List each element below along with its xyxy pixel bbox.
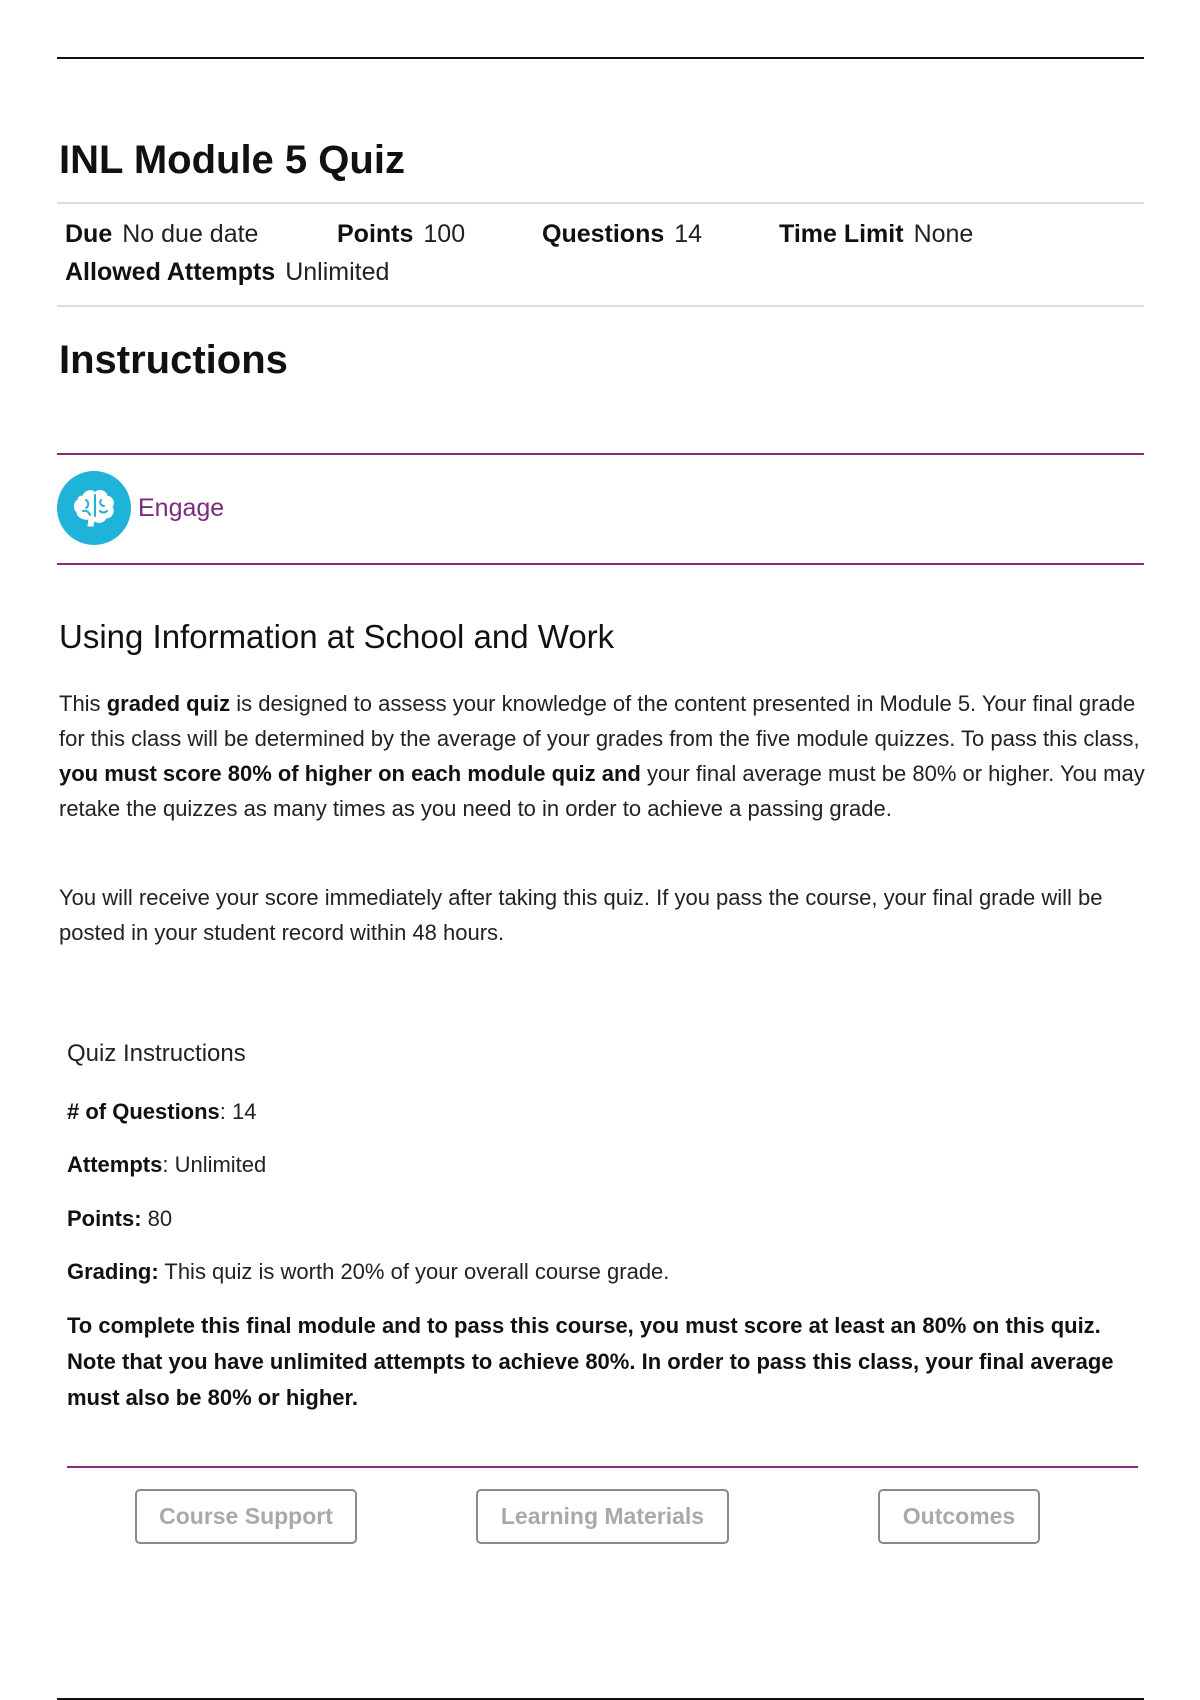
points-label: Points [337,220,414,248]
qi-grading [67,1259,669,1285]
qi-grading-label: Grading: [67,1259,159,1284]
footer-divider [67,1466,1138,1468]
final-note: To complete this final module and to pass this course, you must score at least an 80% on this quiz. Note that you have unlimited attempts to achieve 80%. In order to pass this class, your final average must also be 80% or higher. [67,1313,1114,1410]
allowed-attempts-label: Allowed Attempts [65,258,276,286]
qi-grading-value: This quiz is worth 20% of your overall course grade. [158,1259,670,1284]
qi-attempts-label: Attempts [67,1152,163,1177]
qi-points-value: 80 [141,1206,173,1231]
intro-bold-1: graded quiz [106,691,231,716]
section-subheading: Using Information at School and Work [59,618,615,655]
title-divider [57,202,1144,204]
quiz-details-row-2 [65,258,389,287]
top-divider [57,57,1144,59]
engage-label: Engage [138,493,225,522]
quiz-instructions-title: Quiz Instructions [67,1040,246,1067]
qi-questions-value: : 14 [219,1099,257,1124]
points-value: 100 [423,220,466,248]
questions-label: Questions [542,220,665,248]
allowed-attempts-value: Unlimited [285,258,390,286]
qi-points-label: Points: [67,1206,142,1231]
page-title: INL Module 5 Quiz [59,138,405,182]
engage-top-divider [57,453,1144,455]
time-limit-label: Time Limit [779,220,904,248]
engage-banner [57,471,224,545]
engage-bottom-divider [57,563,1144,565]
due-label: Due [65,220,113,248]
score-paragraph: You will receive your score immediately after taking this quiz. If you pass the course, your final grade will be posted in your student record within 48 hours. [59,885,1103,945]
learning-materials-button[interactable]: Learning Materials [476,1489,729,1544]
time-limit-value: None [913,220,974,248]
qi-questions-label: # of Questions [67,1099,220,1124]
instructions-heading: Instructions [59,338,288,382]
due-value: No due date [122,220,259,248]
qi-attempts-value: : Unlimited [162,1152,267,1177]
qi-attempts [67,1152,266,1178]
course-support-button[interactable]: Course Support [135,1489,357,1544]
questions-value: 14 [674,220,703,248]
intro-text-3: your final average must be 80% or higher. You may retake the quizzes as many times as you need to in order to achieve a passing grade. [59,761,1145,821]
intro-bold-2: you must score 80% of higher on each module quiz and [59,761,641,786]
qi-points [67,1206,172,1232]
brain-icon [57,471,131,545]
details-divider [57,305,1144,307]
quiz-details-row-1 [65,220,973,249]
outcomes-button[interactable]: Outcomes [878,1489,1040,1544]
intro-text-2: is designed to assess your knowledge of the content presented in Module 5. Your final grade for this class will be determined by the average of your grades from the five module quizzes. To pass this class, [59,691,1140,751]
qi-questions [67,1099,257,1125]
intro-text-1: This [59,691,107,716]
intro-paragraph [59,686,1149,826]
